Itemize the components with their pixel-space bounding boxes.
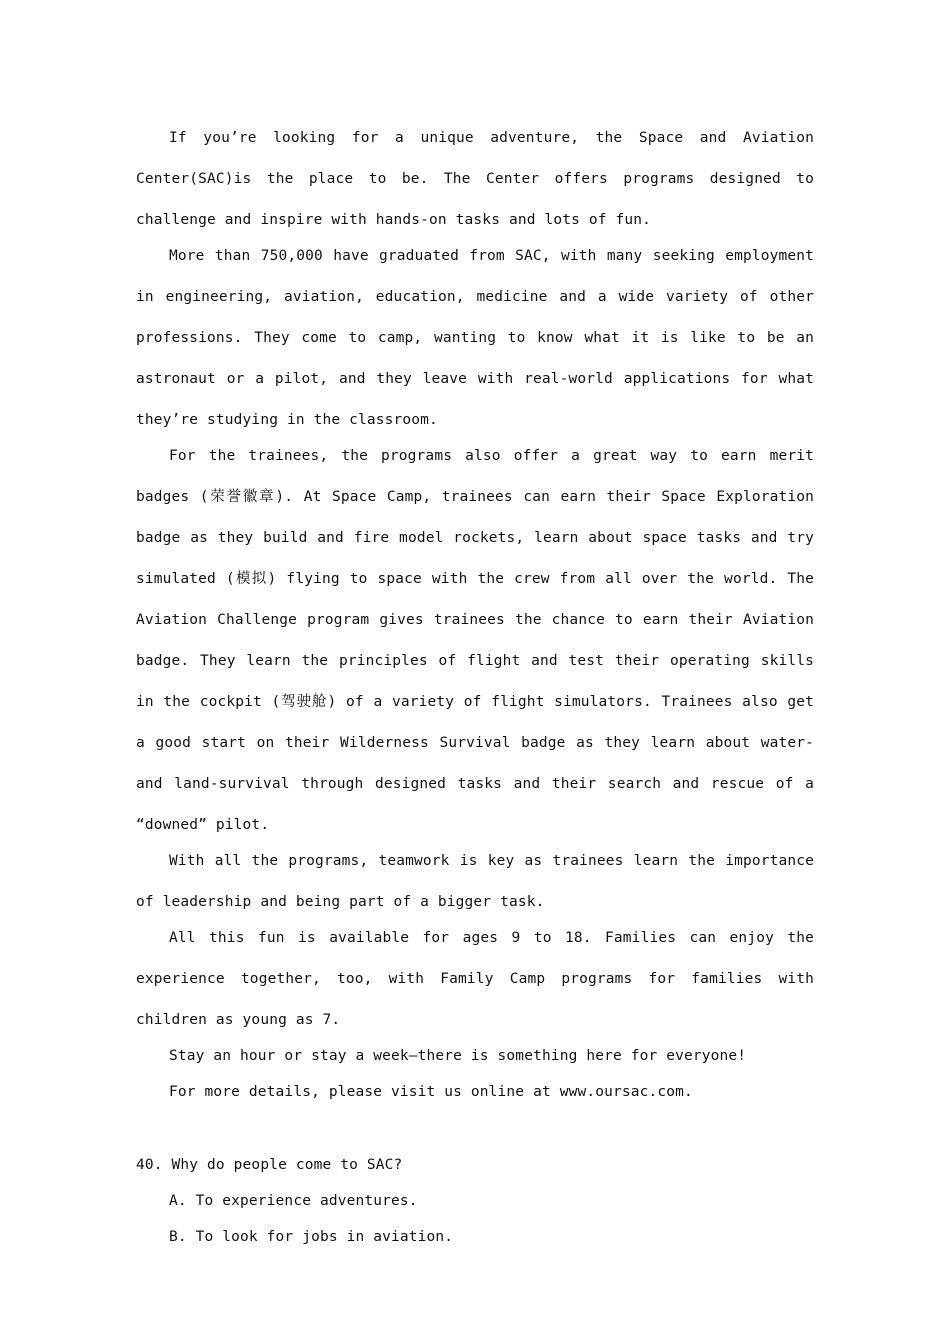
option-b[interactable]: B. To look for jobs in aviation. [169, 1229, 454, 1245]
passage-paragraph-intro: If you’re looking for a unique adventure, the Space and Aviation Center(SAC)is the place to be. The Center offers programs designed to challenge and inspire with hands-on tasks and lots of fun. [136, 130, 814, 228]
passage-paragraph-teamwork: With all the programs, teamwork is key as trainees learn the importance of leadership and being part of a bigger task. [136, 853, 814, 910]
document-page [136, 118, 814, 1255]
option-a[interactable]: A. To experience adventures. [169, 1193, 418, 1209]
passage-paragraph-stay: Stay an hour or stay a week—there is something here for everyone! [169, 1048, 747, 1064]
passage-paragraph-ages: All this fun is available for ages 9 to 18. Families can enjoy the experience together, too, with Family Camp programs for families with children as young as 7. [136, 930, 814, 1028]
passage-paragraph-graduates: More than 750,000 have graduated from SAC, with many seeking employment in engineering, aviation, education, medicine and a wide variety of other professions. They come to camp, wanting to know what it is like to be an astronaut or a pilot, and they leave with real-world applications for what they’re studying in the classroom. [136, 248, 814, 428]
question-stem: 40. Why do people come to SAC? [136, 1157, 403, 1173]
reading-passage [136, 118, 814, 1113]
passage-paragraph-badges: For the trainees, the programs also offer a great way to earn merit badges (荣誉徽章). At Space Camp, trainees can earn their Space Exploration badge as they build and fire model rockets, learn about space tasks and try simulated (模拟) flying to space with the crew from all over the world. The Aviation Challenge program gives trainees the chance to earn their Aviation badge. They learn the principles of flight and test their operating skills in the cockpit (驾驶舱) of a variety of flight simulators. Trainees also get a good start on their Wilderness Survival badge as they learn about water-and land-survival through designed tasks and their search and rescue of a “downed” pilot. [136, 448, 814, 833]
question-40 [136, 1147, 814, 1255]
passage-paragraph-details: For more details, please visit us online at www.oursac.com. [169, 1084, 693, 1100]
